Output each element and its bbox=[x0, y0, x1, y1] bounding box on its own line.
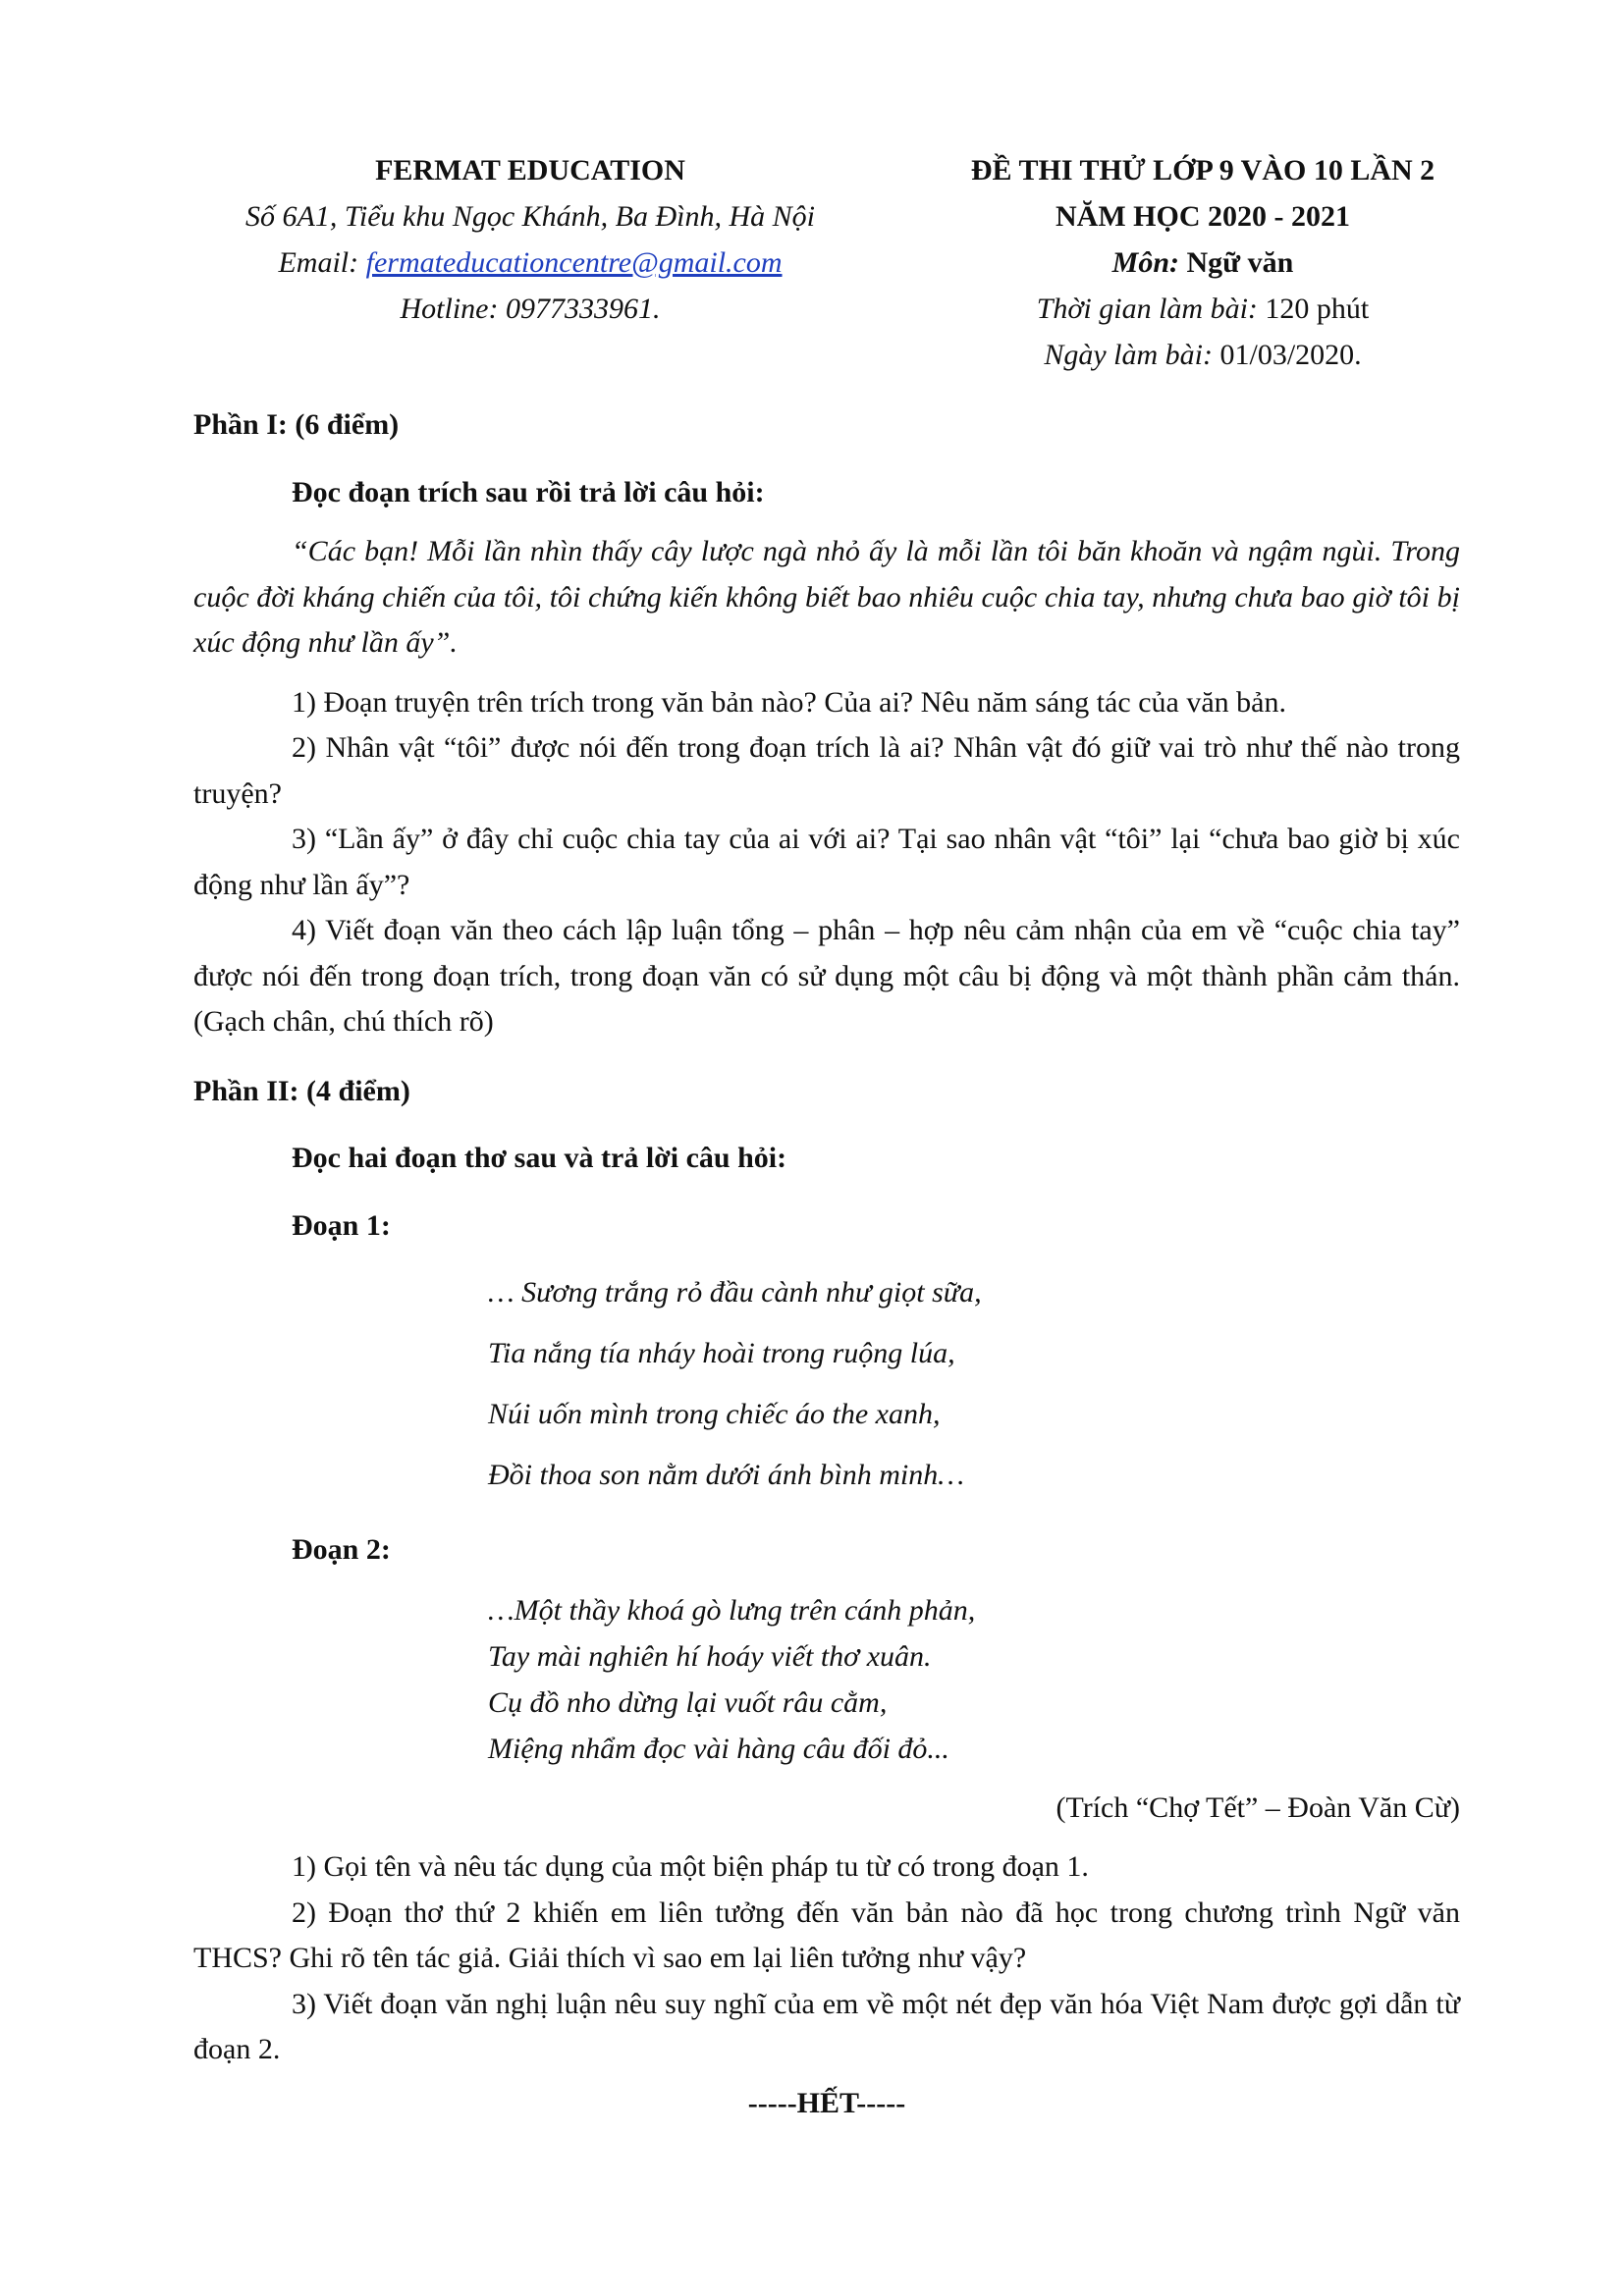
org-address: Số 6A1, Tiểu khu Ngọc Khánh, Ba Đình, Hà Nội bbox=[245, 200, 815, 233]
part1-instruction: Đọc đoạn trích sau rồi trả lời câu hỏi: bbox=[292, 475, 765, 508]
part2-heading bbox=[193, 1069, 1460, 1115]
stanza2-label: Đoạn 2: bbox=[292, 1533, 391, 1566]
part2-question-3: 3) Viết đoạn văn nghị luận nêu suy nghĩ của em về một nét đẹp văn hóa Việt Nam được gợi dẫn từ đoạn 2. bbox=[193, 1987, 1460, 2065]
stanza2 bbox=[193, 1587, 1460, 1772]
part1-question-2: 2) Nhân vật “tôi” được nói đến trong đoạn trích là ai? Nhân vật đó giữ vai trò như thế nào trong truyện? bbox=[193, 731, 1460, 810]
part1-question-4: 4) Viết đoạn văn theo cách lập luận tổng – phân – hợp nêu cảm nhận của em về “cuộc chia tay” được nói đến trong đoạn trích, trong đoạn văn có sử dụng một câu bị động và một thành phần cảm thán. (Gạch chân, chú thích rõ) bbox=[193, 914, 1460, 1038]
time-value: 120 phút bbox=[1265, 293, 1370, 325]
part2-question-1: 1) Gọi tên và nêu tác dụng của một biện pháp tu từ có trong đoạn 1. bbox=[292, 1850, 1089, 1883]
stanza1-line: Núi uốn mình trong chiếc áo the xanh, bbox=[488, 1398, 941, 1430]
part1-points: : (6 điểm) bbox=[277, 408, 400, 441]
part1-heading bbox=[193, 402, 1460, 449]
part1-quote: “Các bạn! Mỗi lần nhìn thấy cây lược ngà nhỏ ấy là mỗi lần tôi băn khoăn và ngậm ngùi. Trong cuộc đời kháng chiến của tôi, tôi chứng kiến không biết bao nhiêu cuộc chia tay, nhưng chưa bao giờ tôi bị xúc động như lần ấy”. bbox=[193, 535, 1460, 659]
stanza1 bbox=[193, 1262, 1460, 1506]
org-email-line bbox=[191, 240, 869, 286]
time-line bbox=[967, 286, 1438, 332]
stanza2-line: Cụ đồ nho dừng lại vuốt râu cằm, bbox=[488, 1685, 888, 1719]
subject-line bbox=[967, 240, 1438, 286]
stanza1-line: Đồi thoa son nằm dưới ánh bình minh… bbox=[488, 1459, 964, 1491]
poem-source: (Trích “Chợ Tết” – Đoàn Văn Cừ) bbox=[1056, 1790, 1460, 1824]
part2-title: Phần II bbox=[193, 1074, 290, 1107]
part2-question-2: 2) Đoạn thơ thứ 2 khiến em liên tưởng đến văn bản nào đã học trong chương trình Ngữ văn THCS? Ghi rõ tên tác giả. Giải thích vì sao em lại liên tưởng như vậy? bbox=[193, 1896, 1460, 1974]
subject-value: Ngữ văn bbox=[1186, 246, 1294, 279]
email-label: Email: bbox=[278, 246, 359, 279]
time-label: Thời gian làm bài: bbox=[1036, 293, 1258, 325]
org-name: FERMAT EDUCATION bbox=[375, 154, 685, 187]
school-year: NĂM HỌC 2020 - 2021 bbox=[1056, 200, 1350, 233]
email-link[interactable]: fermateducationcentre@gmail.com bbox=[365, 246, 783, 279]
stanza1-line: Tia nắng tía nháy hoài trong ruộng lúa, bbox=[488, 1337, 955, 1369]
stanza1-label: Đoạn 1: bbox=[292, 1208, 391, 1242]
part1-question-1: 1) Đoạn truyện trên trích trong văn bản nào? Của ai? Nêu năm sáng tác của văn bản. bbox=[292, 685, 1286, 719]
part2-points: : (4 điểm) bbox=[289, 1074, 410, 1107]
exam-title: ĐỀ THI THỬ LỚP 9 VÀO 10 LẦN 2 bbox=[970, 154, 1435, 187]
part1-question-3: 3) “Lần ấy” ở đây chỉ cuộc chia tay của ai với ai? Tại sao nhân vật “tôi” lại “chưa bao giờ bị xúc động như lần ấy”? bbox=[193, 823, 1460, 901]
stanza1-line: … Sương trắng rỏ đầu cành như giọt sữa, bbox=[488, 1276, 982, 1308]
exam-body bbox=[193, 393, 1460, 2126]
end-marker: -----HẾT----- bbox=[747, 2086, 906, 2119]
exam-header bbox=[967, 147, 1438, 378]
date-label: Ngày làm bài: bbox=[1044, 339, 1213, 371]
stanza2-line: Tay mài nghiên hí hoáy viết thơ xuân. bbox=[488, 1639, 932, 1673]
date-line bbox=[967, 332, 1438, 378]
part2-instruction: Đọc hai đoạn thơ sau và trả lời câu hỏi: bbox=[292, 1142, 787, 1174]
stanza2-line: Miệng nhẩm đọc vài hàng câu đối đỏ... bbox=[488, 1732, 949, 1765]
org-hotline: Hotline: 0977333961. bbox=[400, 293, 661, 325]
school-header bbox=[191, 147, 869, 332]
stanza2-line: …Một thầy khoá gò lưng trên cánh phản, bbox=[488, 1593, 976, 1627]
part1-title: Phần I bbox=[193, 408, 278, 441]
subject-label: Môn: bbox=[1111, 246, 1179, 279]
date-value: 01/03/2020. bbox=[1219, 339, 1362, 371]
